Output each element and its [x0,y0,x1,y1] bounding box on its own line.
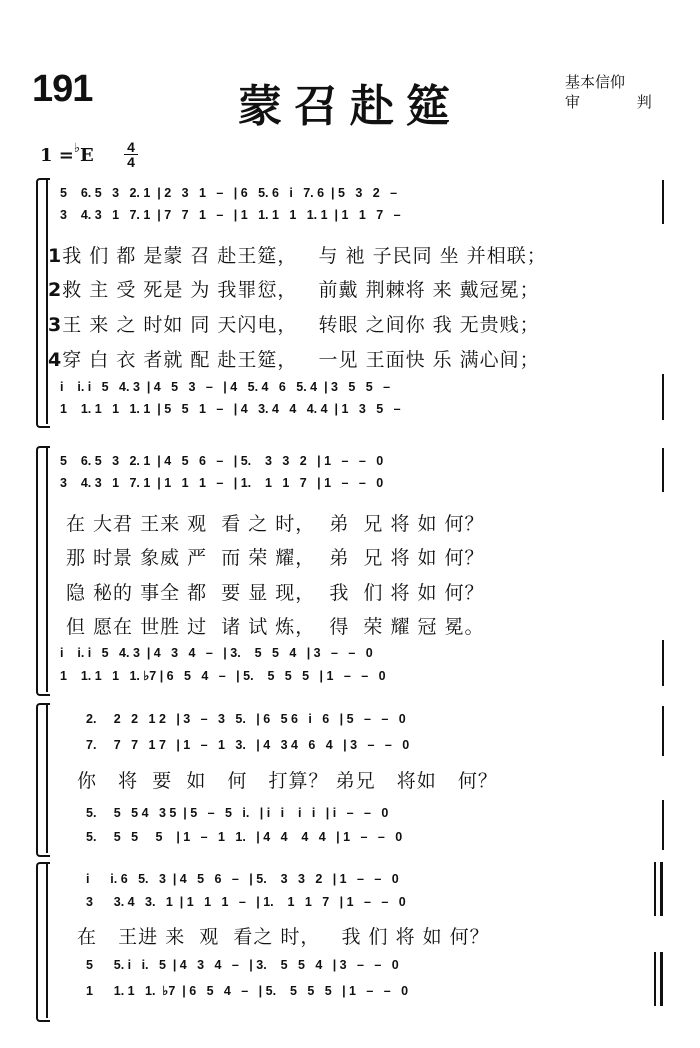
bass-line: 1 1. 1 1 1. 1 | 5 5 1 – | 4 3. 4 4 4. 4 | 1 3 5 – [60,402,401,416]
tenor-line: 5. 5 5 4 3 5 | 5 – 5 i. | i i i i | i – – 0 [86,806,389,820]
bar-line [46,446,48,692]
system-brace [36,862,50,1022]
lyric-line: 隐 秘的 事全 都 要 显 现， 我 们 将 如 何？ [66,582,485,604]
tenor-line: i i. i 5 4. 3 | 4 5 3 – | 4 5. 4 6 5. 4 | 3 5 5 – [60,380,391,394]
time-signature [124,140,138,169]
time-top: 4 [127,139,135,155]
lyric-line: 1我 们 都 是蒙 召 赴王筵， 与 祂 子民同 坐 并相联； [48,245,547,267]
flat-sign: ♭ [73,141,81,156]
soprano-line: 5 6. 5 3 2. 1 | 4 5 6 – | 5. 3 3 2 | 1 – – 0 [60,454,384,468]
lyric-line: 在 大君 王来 观 看 之 时， 弟 兄 将 如 何？ [66,513,485,535]
system-brace [36,178,50,428]
system-brace [36,703,50,857]
category-label [565,72,678,112]
tenor-line: i i. i 5 4. 3 | 4 3 4 – | 3. 5 5 4 | 3 – – 0 [60,646,373,660]
alto-line: 3 3. 4 3. 1 | 1 1 1 – | 1. 1 1 7 | 1 – – 0 [86,895,406,909]
lyric-line: 但 愿在 世胜 过 诸 试 炼， 得 荣 耀 冠 冕。 [66,616,485,638]
final-bar-thick [660,862,663,916]
bar-line [662,180,664,224]
lyric-line: 4穿 白 衣 者就 配 赴王筵， 一见 王面快 乐 满心间； [48,349,540,371]
key-signature [40,141,94,166]
bar-line [46,862,48,1018]
bass-line: 1 1. 1 1 1. ♭7 | 6 5 4 – | 5. 5 5 5 | 1 – – 0 [60,669,386,683]
final-bar-thin [654,862,656,916]
category-main: 基本信仰 [565,73,626,91]
bar-line [662,706,664,756]
system-brace [36,446,50,696]
final-bar-thick [660,952,663,1006]
lyric-line: 你 将 要 如 何 打算？ 弟兄 将如 何？ [70,770,498,792]
alto-line: 3 4. 3 1 7. 1 | 7 7 1 – | 1 1. 1 1 1. 1 | 1 1 7 – [60,208,401,222]
lyric-line: 在 王进 来 观 看之 时， 我 们 将 如 何？ [70,926,490,948]
soprano-line: 5 6. 5 3 2. 1 | 2 3 1 – | 6 5. 6 i 7. 6 | 5 3 2 – [60,186,398,200]
bar-line [662,800,664,850]
soprano-line: i i. 6 5. 3 | 4 5 6 – | 5. 3 3 2 | 1 – – 0 [86,872,399,886]
key-prefix: 1 = [40,145,74,166]
key-letter: E [80,145,94,166]
alto-line: 7. 7 7 1 7 | 1 – 1 3. | 4 3 4 6 4 | 3 – – 0 [86,738,410,752]
tenor-line: 5 5. i i. 5 | 4 3 4 – | 3. 5 5 4 | 3 – – 0 [86,958,399,972]
bar-line [46,703,48,853]
bar-line [662,374,664,420]
bass-line: 5. 5 5 5 | 1 – 1 1. | 4 4 4 4 | 1 – – 0 [86,830,403,844]
category-sub: 审 判 [565,93,678,111]
hymn-title: 蒙召赴筵 [238,81,462,132]
hymn-number: 191 [32,68,93,110]
alto-line: 3 4. 3 1 7. 1 | 1 1 1 – | 1. 1 1 7 | 1 – – 0 [60,476,384,490]
lyric-line: 3王 来 之 时如 同 天闪电， 转眼 之间你 我 无贵贱； [48,314,540,336]
time-bottom: 4 [124,154,138,169]
final-bar-thin [654,952,656,1006]
bar-line [662,448,664,492]
lyric-line: 2救 主 受 死是 为 我罪愆， 前戴 荆棘将 来 戴冠冕； [48,279,540,301]
bar-line [662,640,664,686]
soprano-line: 2. 2 2 1 2 | 3 – 3 5. | 6 5 6 i 6 | 5 – – 0 [86,712,406,726]
lyric-line: 那 时景 象威 严 而 荣 耀， 弟 兄 将 如 何？ [66,547,485,569]
bass-line: 1 1. 1 1. ♭7 | 6 5 4 – | 5. 5 5 5 | 1 – – 0 [86,984,409,998]
